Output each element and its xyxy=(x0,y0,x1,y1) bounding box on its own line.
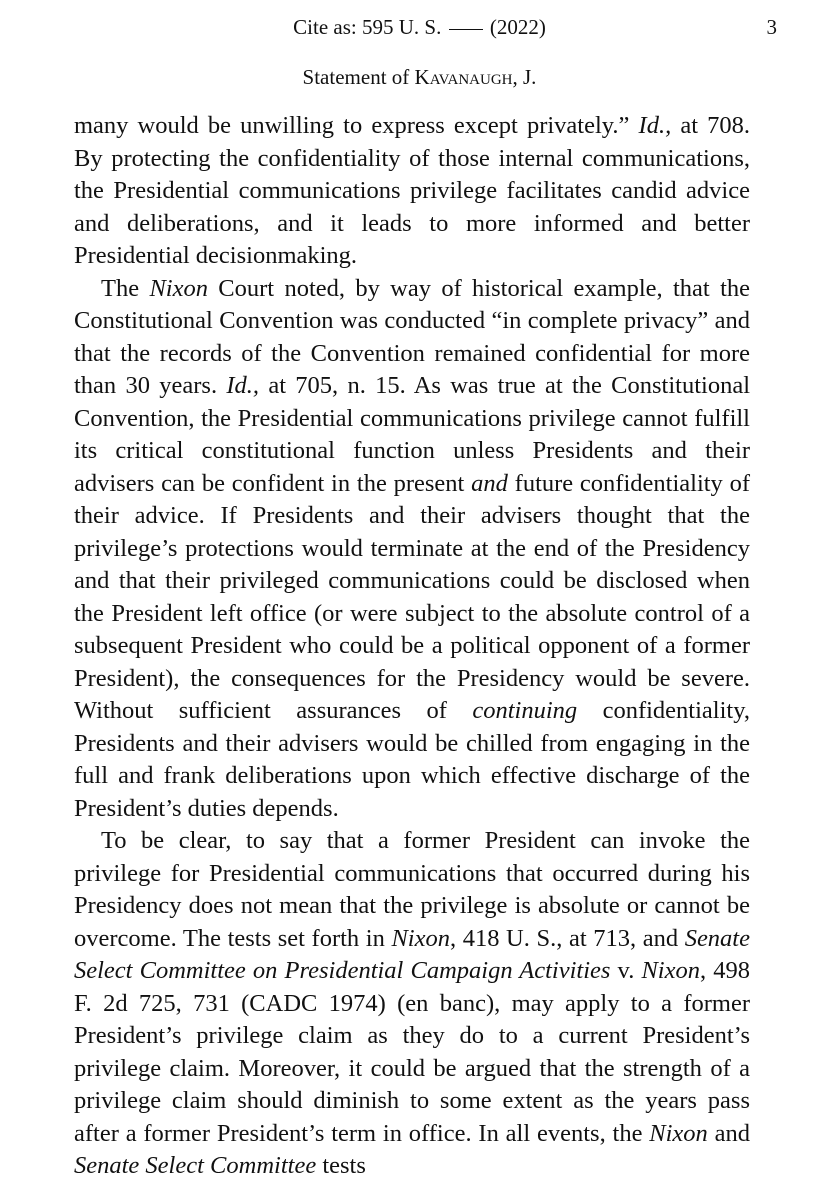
body-paragraph xyxy=(74,825,750,1183)
paragraph-text: and xyxy=(707,1119,751,1147)
italic-text: Id., xyxy=(638,112,672,139)
italic-text: Nixon xyxy=(149,274,208,302)
italic-text: continuing xyxy=(472,697,578,724)
body-paragraph xyxy=(74,110,750,273)
italic-text: Id., xyxy=(226,372,260,399)
opinion-body xyxy=(74,110,750,1183)
citation-text: Cite as: 595 U. S. xyxy=(293,15,442,39)
case-citation xyxy=(0,12,839,42)
paragraph-text: future confidentiality of their advice. If Presidents and their advisers thought that the privilege’s protections would terminate at the end of the Presidency and that their privileged communications could be disclosed when the President left office (or were subject to the absolute control of a subsequent President who could be a political opponent of a former President), the consequences for the Presidency would be severe. Without sufficient assurances of xyxy=(74,469,750,724)
statement-prefix: Statement of xyxy=(302,65,415,89)
citation-year: (2022) xyxy=(489,15,546,39)
italic-text: Nixon xyxy=(391,924,450,952)
paragraph-text: many would be unwilling to express except privately.” xyxy=(74,112,639,139)
justice-name: Kavanaugh xyxy=(414,65,513,89)
paragraph-text: Court noted, by way of historical example, that the Constitutional Convention was conducted “in complete privacy” and that the records of the Convention remained confidential for more than 30 years. xyxy=(74,274,751,399)
paragraph-text: tests xyxy=(316,1152,366,1179)
running-head xyxy=(0,12,839,42)
paragraph-text: confidentiality, Presidents and their advisers would be chilled from engaging in the full and frank deliberations upon which effective discharge of the President’s duties depends. xyxy=(74,697,750,822)
page-number: 3 xyxy=(766,15,777,39)
italic-text: and xyxy=(471,469,508,497)
statement-suffix: , J. xyxy=(512,65,537,89)
italic-text: Senate Select Committee on Presidential Campaign Activities xyxy=(74,924,750,984)
paragraph-text: , 418 U. S., at 713, and xyxy=(449,924,685,952)
paragraph-text: The xyxy=(101,274,150,302)
italic-text: Nixon xyxy=(641,957,700,984)
paragraph-text: To be clear, to say that a former President can invoke the privilege for Presidential communications that occurred during his Presidency does not mean that the privilege is absolute or cannot be overcome. The tests set forth in xyxy=(74,827,750,952)
paragraph-text: , 498 F. 2d 725, 731 (CADC 1974) (en banc), may apply to a former President’s privilege claim as they do to a current President’s privilege claim. Moreover, it could be argued that the strength of a privilege claim should diminish to some extent as the years pass after a former President’s term in office. In all events, the xyxy=(74,957,750,1147)
statement-heading xyxy=(0,62,839,92)
italic-text: Senate Select Committee xyxy=(74,1152,317,1179)
paragraph-text: v. xyxy=(610,957,642,984)
body-paragraph xyxy=(74,273,750,826)
citation-blank xyxy=(449,29,483,30)
italic-text: Nixon xyxy=(649,1119,708,1147)
paragraph-text: at 708. By protecting the confidentiality of those internal communications, the Presidential communications privilege facilitates candid advice and deliberations, and it leads to more informed and better Presidential decisionmaking. xyxy=(74,112,750,269)
paragraph-text: at 705, n. 15. As was true at the Constitutional Convention, the Presidential communications privilege cannot fulfill its critical constitutional function unless Presidents and their advisers can be confident in the present xyxy=(74,372,751,497)
